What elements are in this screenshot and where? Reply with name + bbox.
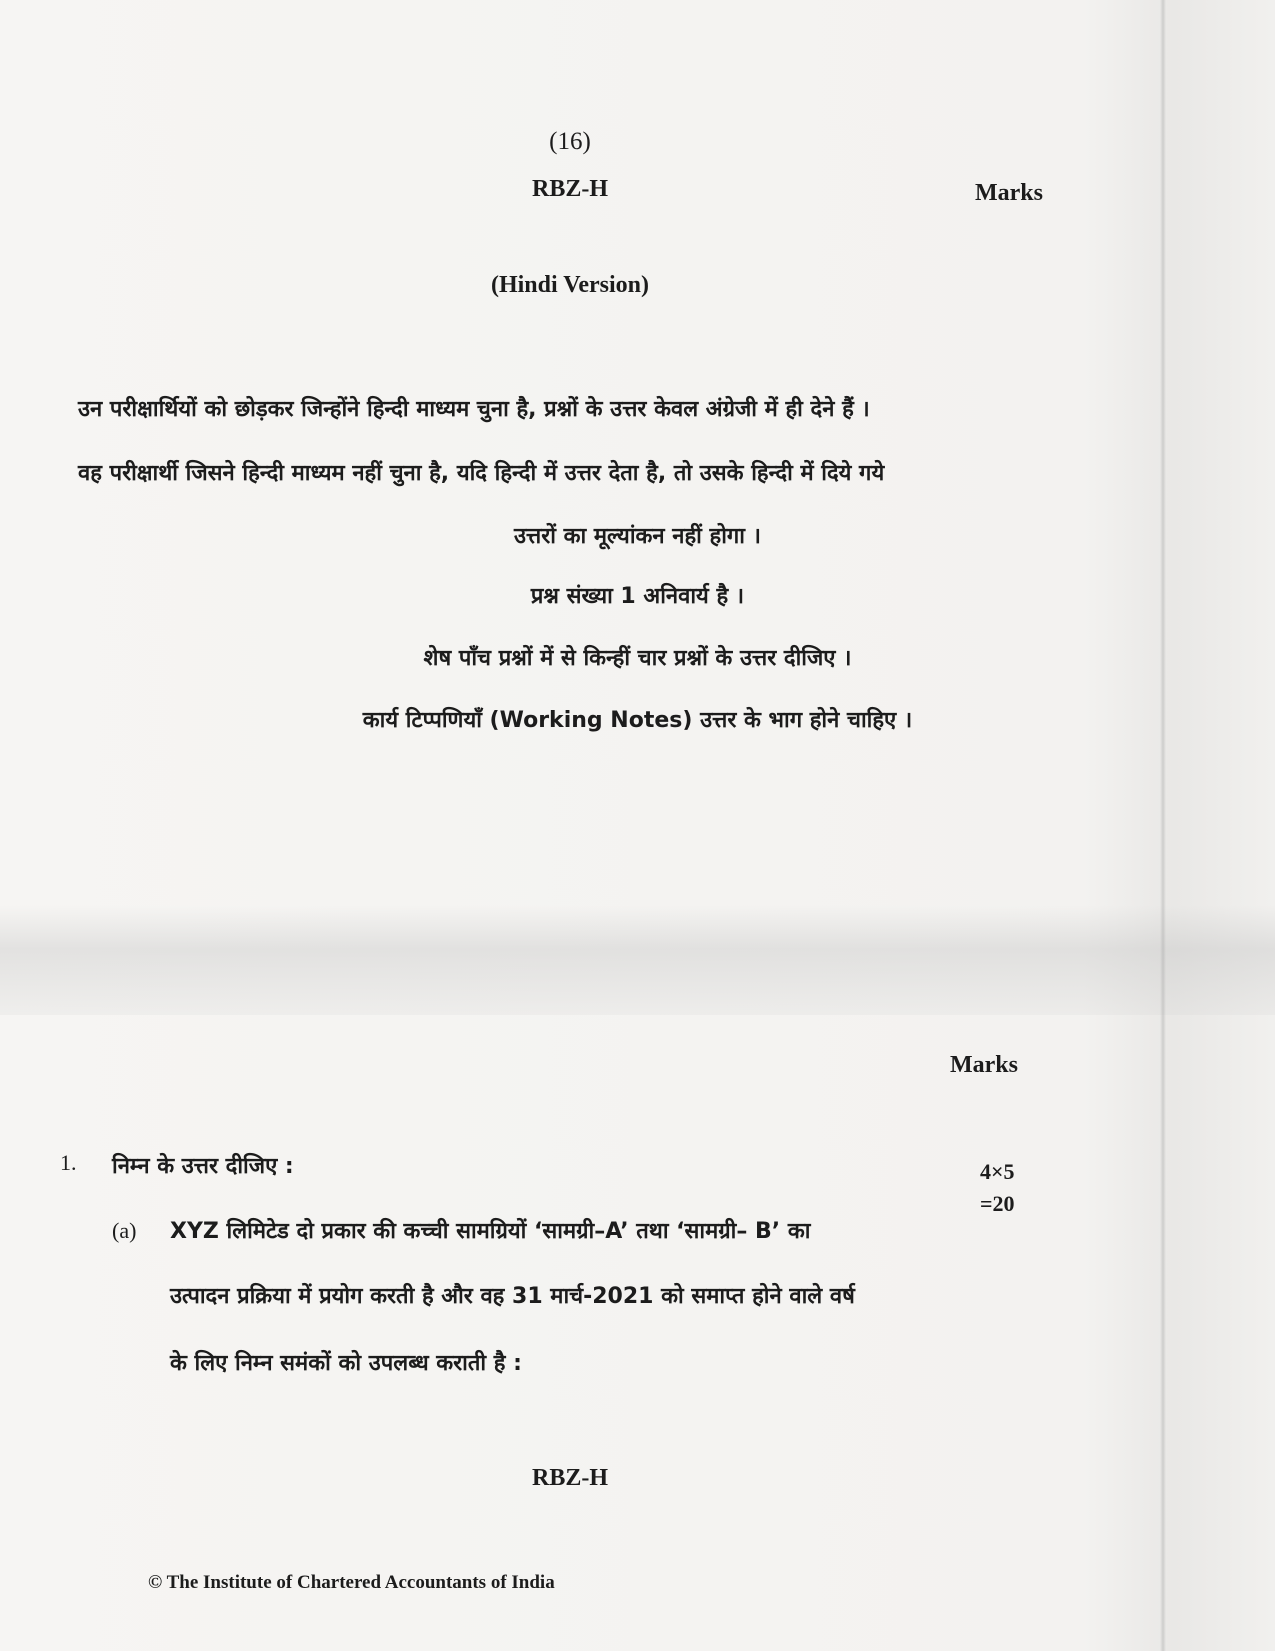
footer-paper-code: RBZ-H — [531, 1465, 608, 1491]
marks-line: =20 — [980, 1191, 1015, 1216]
question-text: निम्न के उत्तर दीजिए : — [112, 1154, 294, 1179]
page-number: (16) — [549, 128, 591, 155]
instruction-line: प्रश्न संख्या 1 अनिवार्य है । — [530, 584, 745, 609]
version-title: (Hindi Version) — [490, 272, 650, 298]
question-marks — [980, 1156, 1015, 1220]
instruction-line: उन परीक्षार्थियों को छोड़कर जिन्होंने हिन्दी माध्यम चुना है, प्रश्नों के उत्तर केवल अंग्रेजी में ही देने हैं । — [78, 397, 870, 422]
paper-code: RBZ-H — [531, 176, 608, 202]
instruction-line: शेष पाँच प्रश्नों में से किन्हीं चार प्रश्नों के उत्तर दीजिए । — [423, 646, 852, 671]
subquestion-line: XYZ लिमिटेड दो प्रकार की कच्ची सामग्रियों ‘सामग्री–A’ तथा ‘सामग्री– B’ का — [170, 1219, 811, 1244]
copyright-notice: © The Institute of Chartered Accountants of India — [148, 1572, 555, 1593]
subquestion-line: के लिए निम्न समंकों को उपलब्ध कराती है : — [170, 1351, 522, 1376]
subquestion-label: (a) — [112, 1218, 137, 1243]
instruction-line: उत्तरों का मूल्यांकन नहीं होगा । — [513, 524, 761, 549]
scan-shadow-band — [0, 905, 1275, 1015]
instruction-line: वह परीक्षार्थी जिसने हिन्दी माध्यम नहीं चुना है, यदि हिन्दी में उत्तर देता है, तो उसके हिन्दी में दिये गये — [78, 461, 885, 486]
marks-line: 4×5 — [980, 1159, 1015, 1184]
marks-heading: Marks — [975, 180, 1043, 206]
instruction-line: कार्य टिप्पणियाँ (Working Notes) उत्तर के भाग होने चाहिए । — [362, 708, 913, 733]
subquestion-line: उत्पादन प्रक्रिया में प्रयोग करती है और वह 31 मार्च-2021 को समाप्त होने वाले वर्ष — [170, 1284, 855, 1309]
page-fold-edge — [1160, 0, 1166, 1651]
question-number: 1. — [60, 1150, 77, 1175]
marks-heading: Marks — [950, 1052, 1018, 1078]
